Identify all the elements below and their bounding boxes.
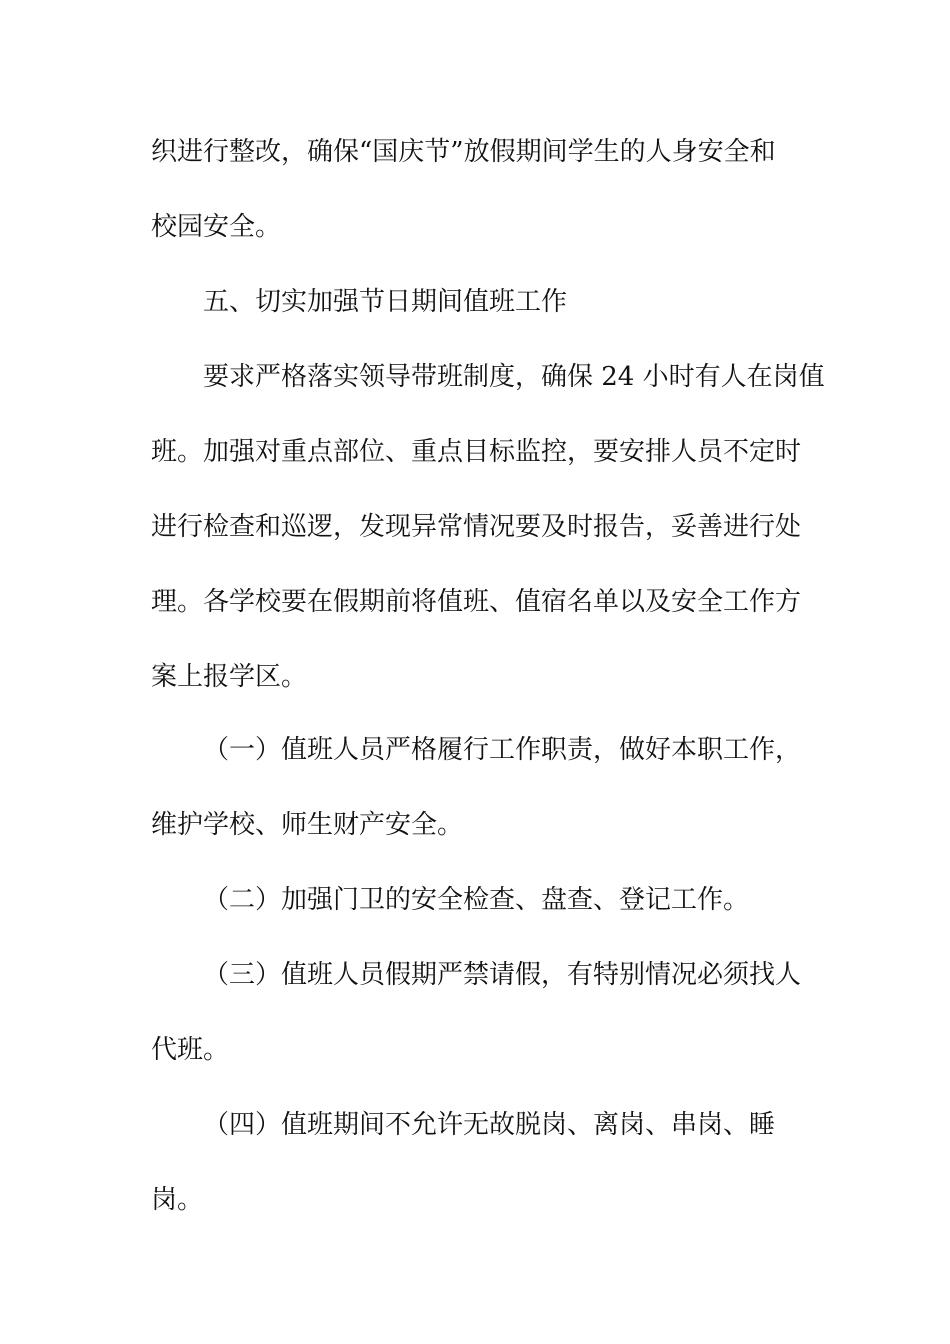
list-item-line: （一）值班人员严格履行工作职责，做好本职工作， [203, 735, 802, 765]
paragraph-line: 织进行整改，确保“国庆节”放假期间学生的人身安全和 [151, 137, 776, 167]
paragraph-line: 案上报学区。 [151, 662, 308, 692]
list-item-line: 代班。 [151, 1035, 230, 1065]
list-item-line: （二）加强门卫的安全检查、盘查、登记工作。 [203, 885, 750, 915]
list-item-line: 维护学校、师生财产安全。 [151, 810, 464, 840]
paragraph-line: 理。各学校要在假期前将值班、值宿名单以及安全工作方 [151, 587, 802, 617]
list-item-line: 岗。 [151, 1185, 204, 1215]
list-item-line: （四）值班期间不允许无故脱岗、离岗、串岗、睡 [203, 1110, 776, 1140]
paragraph-line: 班。加强对重点部位、重点目标监控，要安排人员不定时 [151, 437, 802, 467]
section-heading: 五、切实加强节日期间值班工作 [203, 287, 568, 317]
list-item-line: （三）值班人员假期严禁请假，有特别情况必须找人 [203, 960, 802, 990]
paragraph-line: 校园安全。 [151, 212, 282, 242]
paragraph-line: 要求严格落实领导带班制度，确保 24 小时有人在岗值 [203, 362, 825, 392]
paragraph-line: 进行检查和巡逻，发现异常情况要及时报告，妥善进行处 [151, 512, 802, 542]
